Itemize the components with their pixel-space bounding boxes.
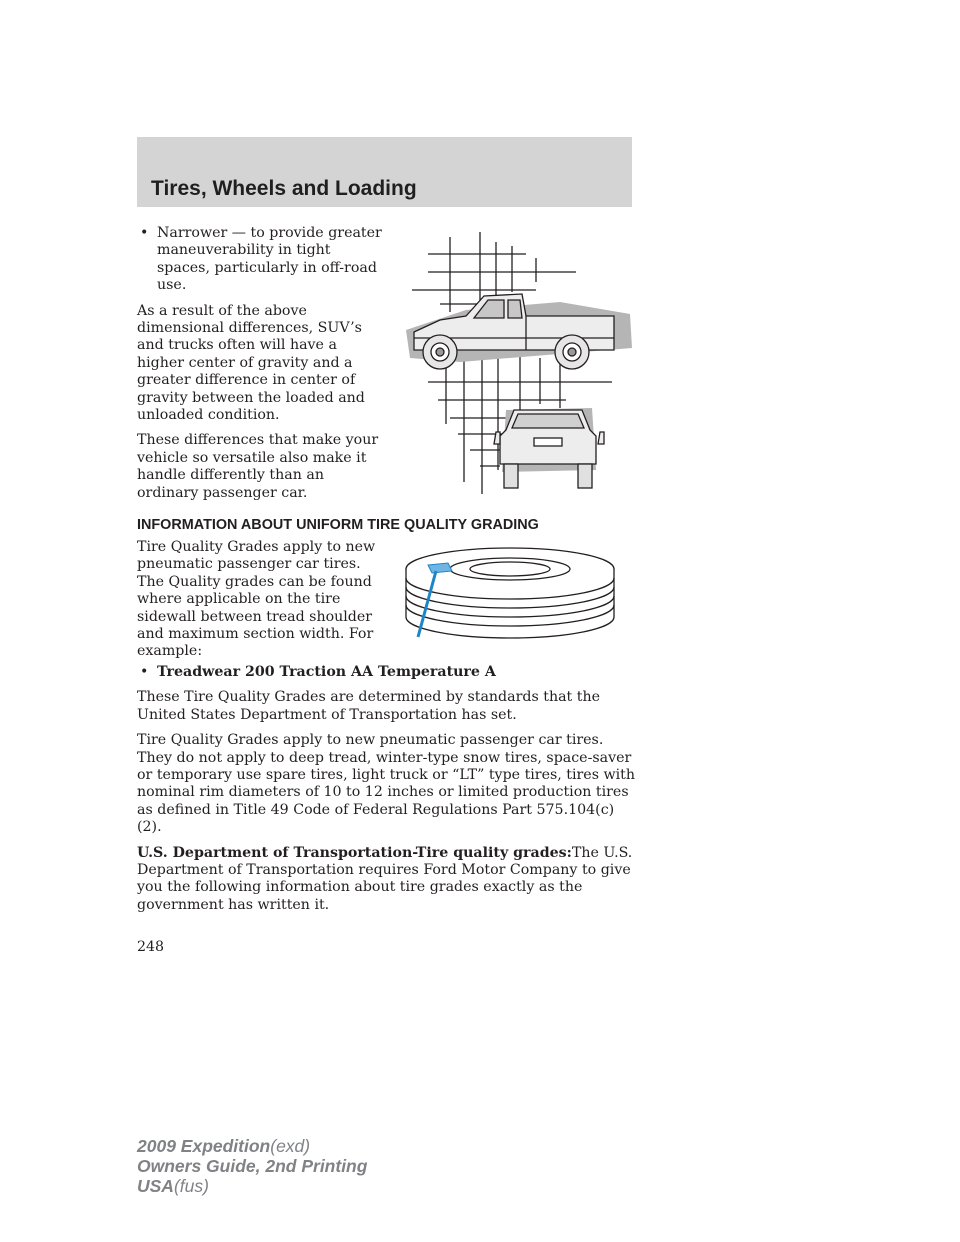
paragraph-versatility: These differences that make your vehicle so versatile also make it handle differently than an ordinary passenger car. <box>137 432 379 501</box>
bullet-narrower <box>137 225 387 295</box>
section-header-band <box>137 137 632 207</box>
footer-line-market <box>137 1176 367 1196</box>
utqg-intro-column <box>137 539 387 661</box>
footer-line-guide <box>137 1156 367 1176</box>
truck-dimensions-illustration <box>400 232 640 494</box>
document-footer <box>137 1136 367 1196</box>
footer-guide: Owners Guide, 2nd Printing <box>137 1156 368 1176</box>
example-grades-text: Treadwear 200 Traction AA Temperature A <box>157 664 496 680</box>
intro-text-column <box>137 225 387 502</box>
paragraph-dot-standards: These Tire Quality Grades are determined by standards that the United States Department of Transportation has set. <box>137 689 600 723</box>
page-number: 248 <box>137 939 165 955</box>
bullet-narrower-text: Narrower — to provide greater maneuverability in tight spaces, particularly in off-road use. <box>157 225 382 294</box>
footer-model-code: (exd) <box>270 1136 311 1156</box>
chapter-title: Tires, Wheels and Loading <box>151 177 417 200</box>
paragraph-exclusions: Tire Quality Grades apply to new pneumatic passenger car tires. They do not apply to deep tread, winter-type snow tires, space-saver or temporary use spare tires, light truck or “LT” type tires, tires with nominal rim diameters of 10 to 12 inches or limited production tires as defined in Title 49 Code of Federal Regulations Part 575.104(c)(2). <box>137 732 636 836</box>
paragraph-center-of-gravity: As a result of the above dimensional differences, SUV’s and trucks often will have a higher center of gravity and a greater difference in center of gravity between the loaded and unloaded condition. <box>137 302 365 424</box>
paragraph-grades-apply: Tire Quality Grades apply to new pneumatic passenger car tires. The Quality grades can be found where applicable on the tire sidewall between tread shoulder and maximum section width. For example: <box>137 539 376 660</box>
footer-market: USA <box>137 1176 174 1196</box>
paragraph-dot-requirement <box>137 845 637 915</box>
footer-model: 2009 Expedition <box>137 1136 271 1156</box>
footer-line-model <box>137 1136 367 1156</box>
dot-body-text: The U.S. Department of Transportation requires Ford Motor Company to give you the following information about tire grades exactly as the government has written it. <box>137 844 633 913</box>
section-heading-utqg: INFORMATION ABOUT UNIFORM TIRE QUALITY GRADING <box>137 517 539 533</box>
bullet-example-grades <box>137 664 637 681</box>
utqg-body-column <box>137 664 637 914</box>
footer-market-code: (fus) <box>173 1176 209 1196</box>
tire-sidewall-illustration <box>400 545 620 653</box>
bullet-mark: • <box>140 664 149 680</box>
bullet-mark: • <box>140 225 149 241</box>
dot-lead-text: U.S. Department of Transportation-Tire quality grades: <box>137 844 572 861</box>
